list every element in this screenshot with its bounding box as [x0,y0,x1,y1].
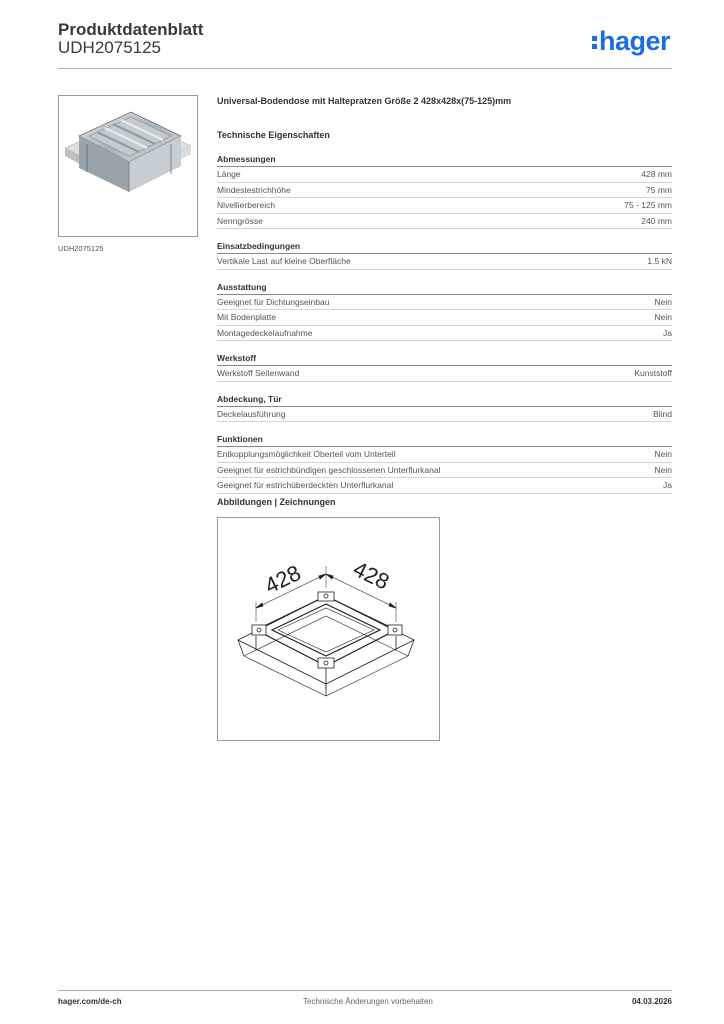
group-werkstoff [217,353,672,382]
group-title: Einsatzbedingungen [217,241,672,254]
spec-value: Ja [663,327,672,338]
spec-row [217,463,672,479]
technical-heading: Technische Eigenschaften [217,130,330,140]
photo-caption: UDH2075125 [58,244,104,253]
group-title: Abdeckung, Tür [217,394,672,407]
footer-divider [58,990,672,991]
hager-logo[interactable] [592,26,670,57]
spec-value: Ja [663,480,672,490]
group-title: Ausstattung [217,282,672,295]
technical-drawing [217,517,440,741]
dimension-label-right: 428 [349,555,394,595]
spec-content [217,96,672,494]
group-abmessungen [217,154,672,229]
spec-label: Länge [217,169,241,179]
spec-label: Geeignet für Dichtungseinbau [217,296,330,307]
spec-value: 428 mm [641,169,672,179]
spec-row [217,295,672,311]
logo-dots-icon [592,32,597,50]
spec-label: Geeignet für estrichüberdeckten Unterflurkanal [217,480,394,490]
spec-value: Blind [653,408,672,419]
spec-label: Nenngrösse [217,215,263,226]
group-einsatzbedingungen [217,241,672,270]
spec-row [217,447,672,463]
spec-value: Nein [654,464,672,475]
spec-value: 75 mm [646,184,672,195]
group-title: Werkstoff [217,353,672,366]
spec-value: 1.5 kN [647,256,672,266]
group-funktionen [217,434,672,494]
spec-label: Werkstoff Seitenwand [217,368,300,378]
spec-value: Nein [654,449,672,459]
spec-row [217,198,672,214]
spec-label: Montagedeckelaufnahme [217,327,313,338]
spec-row [217,167,672,183]
group-ausstattung [217,282,672,342]
product-photo [58,95,198,237]
footer-date: 04.03.2026 [631,997,672,1006]
header-divider [58,68,672,69]
group-title: Funktionen [217,434,672,447]
spec-row [217,214,672,230]
spec-label: Vertikale Last auf kleine Oberfläche [217,256,351,266]
group-title: Abmessungen [217,154,672,167]
spec-value: Kunststoff [634,368,672,378]
footer-notice: Technische Änderungen vorbehalten [303,997,433,1006]
spec-label: Nivellierbereich [217,200,276,210]
spec-row [217,366,672,382]
spec-row [217,183,672,199]
article-number: UDH2075125 [58,38,162,57]
floor-box-photo-icon [59,96,197,236]
spec-label: Deckelausführung [217,408,286,419]
drawings-heading: Abbildungen | Zeichnungen [217,497,336,507]
spec-row [217,407,672,423]
dimension-drawing-icon [218,518,439,740]
product-name: Universal-Bodendose mit Haltepratzen Größe 2 428x428x(75-125)mm [217,96,512,106]
spec-row [217,326,672,342]
spec-label: Entkopplungsmöglichkeit Oberteil vom Unterteil [217,449,396,459]
footer-website-link[interactable]: hager.com/de-ch [58,997,122,1006]
spec-value: 240 mm [641,215,672,226]
dimension-label-left: 428 [260,559,305,599]
spec-row [217,310,672,326]
spec-label: Geeignet für estrichbündigen geschlossenen Unterflurkanal [217,464,441,475]
spec-label: Mindestestrichhöhe [217,184,291,195]
logo-text: hager [599,26,671,56]
page-title: Produktdatenblatt [58,20,204,39]
spec-row [217,478,672,494]
spec-value: Nein [654,312,672,322]
spec-label: Mit Bodenplatte [217,312,277,322]
spec-value: 75 - 125 mm [624,200,672,210]
group-abdeckung [217,394,672,423]
spec-row [217,254,672,270]
spec-value: Nein [654,296,672,307]
